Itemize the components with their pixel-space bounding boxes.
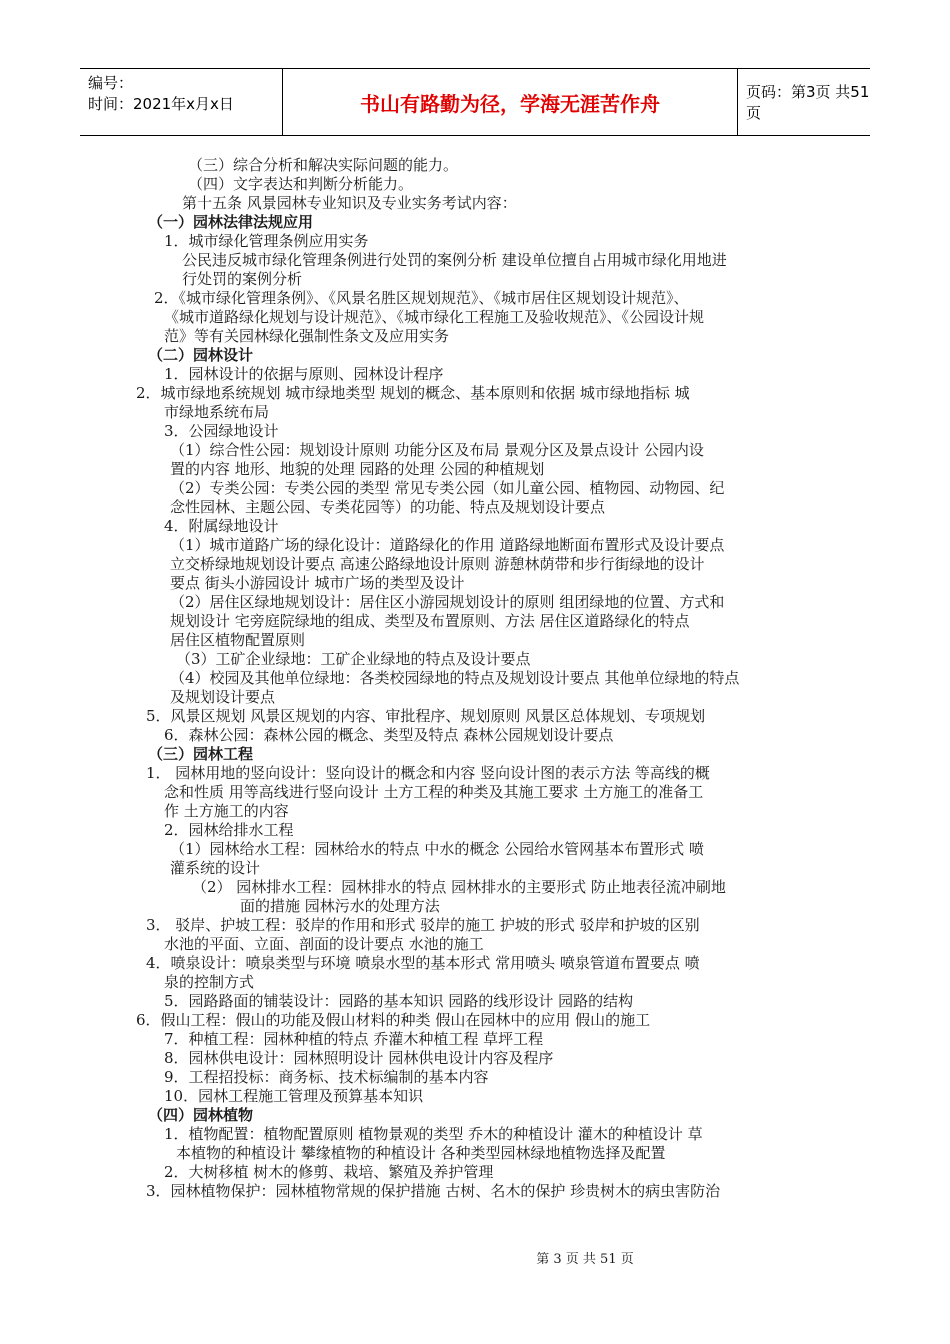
text-line: 及规划设计要点 <box>170 688 276 706</box>
text-line: 6．假山工程：假山的功能及假山材料的种类 假山在园林中的应用 假山的施工 <box>136 1011 651 1029</box>
text-line: 5．风景区规划 风景区规划的内容、审批程序、规划原则 风景区总体规划、专项规划 <box>146 707 706 725</box>
header-motto: 书山有路勤为径，学海无涯苦作舟 <box>282 69 738 135</box>
header-page-label: 页码：第3页 共51页 <box>746 83 870 122</box>
section-heading: （四）园林植物 <box>148 1106 254 1124</box>
text-line: 8．园林供电设计：园林照明设计 园林供电设计内容及程序 <box>164 1049 554 1067</box>
text-line: 立交桥绿地规划设计要点 高速公路绿地设计原则 游憩林荫带和步行街绿地的设计 <box>170 555 705 573</box>
text-line: 1． 园林用地的竖向设计：竖向设计的概念和内容 竖向设计图的表示方法 等高线的概 <box>146 764 710 782</box>
article-heading: 第十五条 风景园林专业知识及专业实务考试内容： <box>182 194 517 212</box>
text-line: 灌系统的设计 <box>170 859 261 877</box>
section-heading: （一）园林法律法规应用 <box>148 213 314 231</box>
text-line: 市绿地系统布局 <box>164 403 270 421</box>
text-line: 置的内容 地形、地貌的处理 园路的处理 公园的种植规划 <box>170 460 545 478</box>
text-line: （1）综合性公园：规划设计原则 功能分区及布局 景观分区及景点设计 公园内设 <box>170 441 704 459</box>
text-line: 4．喷泉设计：喷泉类型与环境 喷泉水型的基本形式 常用喷头 喷泉管道布置要点 喷 <box>146 954 700 972</box>
text-line: 规划设计 宅旁庭院绿地的组成、类型及布置原则、方法 居住区道路绿化的特点 <box>170 612 690 630</box>
text-line: 范》等有关园林绿化强制性条文及应用实务 <box>164 327 450 345</box>
text-line: 6．森林公园：森林公园的概念、类型及特点 森林公园规划设计要点 <box>164 726 614 744</box>
text-line: 7．种植工程：园林种植的特点 乔灌木种植工程 草坪工程 <box>164 1030 544 1048</box>
text-line: 本植物的种植设计 攀缘植物的种植设计 各种类型园林绿地植物选择及配置 <box>176 1144 666 1162</box>
document-time-label: 时间：2021年x月x日 <box>88 95 234 113</box>
text-line: 5．园路路面的铺装设计：园路的基本知识 园路的线形设计 园路的结构 <box>164 992 634 1010</box>
text-line: 2．大树移植 树木的修剪、栽培、繁殖及养护管理 <box>164 1163 494 1181</box>
text-line: 2．城市绿地系统规划 城市绿地类型 规划的概念、基本原则和依据 城市绿地指标 城 <box>136 384 690 402</box>
text-line: 泉的控制方式 <box>164 973 255 991</box>
header-left-info <box>88 73 234 115</box>
section-heading: （二）园林设计 <box>148 346 254 364</box>
text-line: 3． 驳岸、护坡工程：驳岸的作用和形式 驳岸的施工 护坡的形式 驳岸和护坡的区别 <box>146 916 700 934</box>
text-line: 3．公园绿地设计 <box>164 422 279 440</box>
text-line: 面的措施 园林污水的处理方法 <box>240 897 440 915</box>
text-line: （2）专类公园：专类公园的类型 常见专类公园（如儿童公园、植物园、动物园、纪 <box>170 479 725 497</box>
text-line: 水池的平面、立面、剖面的设计要点 水池的施工 <box>164 935 484 953</box>
text-line: 10．园林工程施工管理及预算基本知识 <box>164 1087 424 1105</box>
text-line: 行处罚的案例分析 <box>182 270 303 288</box>
text-line: （四）文字表达和判断分析能力。 <box>188 175 414 193</box>
text-line: 念性园林、主题公园、专类花园等）的功能、特点及规划设计要点 <box>170 498 606 516</box>
text-line: 1．植物配置：植物配置原则 植物景观的类型 乔木的种植设计 灌木的种植设计 草 <box>164 1125 703 1143</box>
text-line: 居住区植物配置原则 <box>170 631 306 649</box>
text-line: 9．工程招投标：商务标、技术标编制的基本内容 <box>164 1068 489 1086</box>
page-header <box>80 68 870 136</box>
text-line: 1．园林设计的依据与原则、园林设计程序 <box>164 365 444 383</box>
text-line: 4．附属绿地设计 <box>164 517 279 535</box>
text-line: 要点 街头小游园设计 城市广场的类型及设计 <box>170 574 465 592</box>
text-line: 2．园林给排水工程 <box>164 821 294 839</box>
text-line: （4）校园及其他单位绿地：各类校园绿地的特点及规划设计要点 其他单位绿地的特点 <box>170 669 740 687</box>
text-line: （三）综合分析和解决实际问题的能力。 <box>188 156 459 174</box>
text-line: （3）工矿企业绿地：工矿企业绿地的特点及设计要点 <box>176 650 531 668</box>
text-line: （2）居住区绿地规划设计：居住区小游园规划设计的原则 组团绿地的位置、方式和 <box>170 593 725 611</box>
text-line: （2） 园林排水工程：园林排水的特点 园林排水的主要形式 防止地表径流冲刷地 <box>192 878 726 896</box>
text-line: 《城市道路绿化规划与设计规范》、《城市绿化工程施工及验收规范》、《公园设计规 <box>164 308 705 326</box>
page-footer: 第 3 页 共 51 页 <box>536 1252 634 1267</box>
text-line: （1）城市道路广场的绿化设计：道路绿化的作用 道路绿地断面布置形式及设计要点 <box>170 536 725 554</box>
text-line: 公民违反城市绿化管理条例进行处罚的案例分析 建设单位擅自占用城市绿化用地进 <box>182 251 727 269</box>
text-line: 作 土方施工的内容 <box>164 802 289 820</box>
text-line: 3．园林植物保护：园林植物常规的保护措施 古树、名木的保护 珍贵树木的病虫害防治 <box>146 1182 721 1200</box>
text-line: 2．《城市绿化管理条例》、《风景名胜区规划规范》、《城市居住区规划设计规范》、 <box>154 289 689 307</box>
text-line: 1．城市绿化管理条例应用实务 <box>164 232 369 250</box>
document-number-label: 编号： <box>88 74 134 92</box>
section-heading: （三）园林工程 <box>148 745 254 763</box>
text-line: （1）园林给水工程：园林给水的特点 中水的概念 公园给水管网基本布置形式 喷 <box>170 840 704 858</box>
text-line: 念和性质 用等高线进行竖向设计 土方工程的种类及其施工要求 土方施工的准备工 <box>164 783 704 801</box>
